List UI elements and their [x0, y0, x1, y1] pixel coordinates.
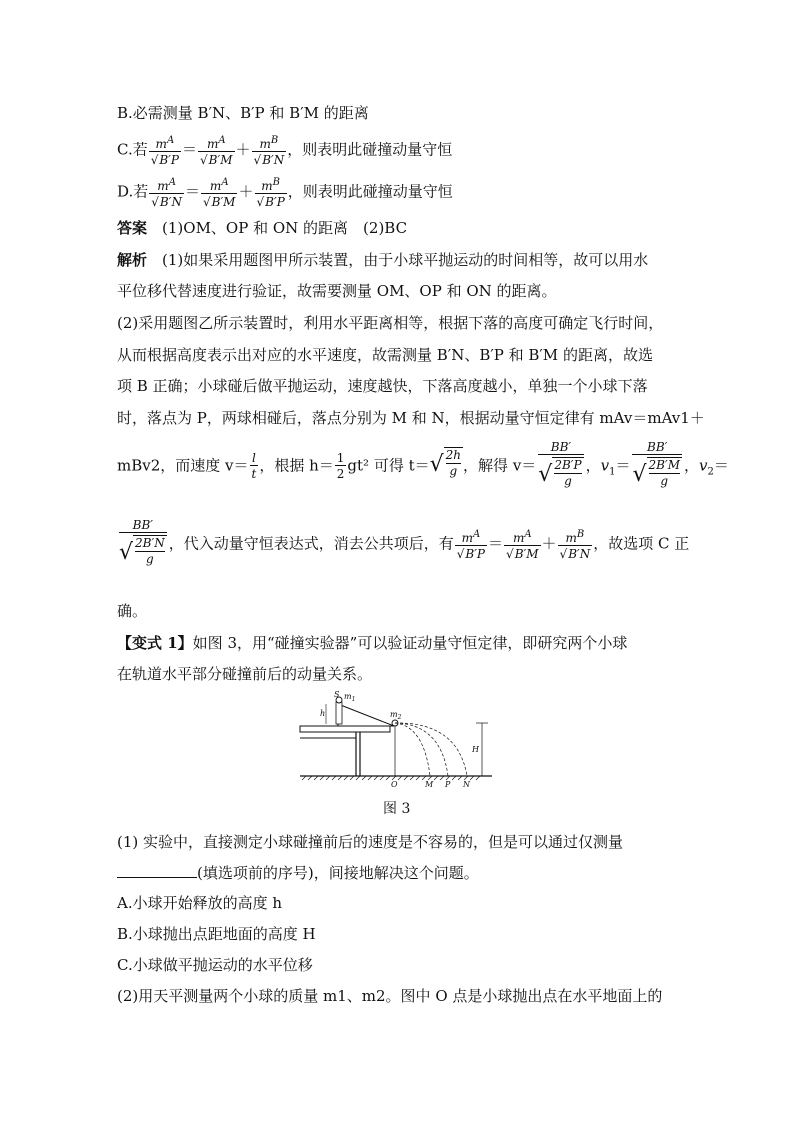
analysis-line-8: BB′ √ 2B′N g ，代入动量守恒表达式，消去公共项后，有 $m^A$ √ B′P ＝ $m^A$ √ B′M ＋ $m^B$ √ B′N ，故选项 C 正	[117, 518, 689, 571]
question-1-line-2	[117, 863, 479, 883]
analysis-line-4: 从而根据高度表示出对应的水平速度，故需测量 B′N、B′P 和 B′M 的距离，故选	[117, 346, 653, 364]
analysis-text: ，代入动量守恒表达式，消去公共项后，有	[168, 534, 454, 553]
fraction: BB′ √ 2B′M g	[632, 440, 682, 493]
fraction: $m^B$ √ B′P	[255, 176, 287, 209]
fraction: $m^A$ √ B′M	[198, 134, 235, 167]
option-c-2: C.小球做平抛运动的水平位移	[117, 956, 313, 974]
fraction: $m^A$ √ B′P	[455, 528, 487, 561]
option-a: A.小球开始释放的高度 h	[117, 894, 283, 912]
fraction: $m^B$ √ B′N	[558, 528, 593, 561]
variant-label: 【变式 1】	[117, 634, 193, 652]
option-b-2: B.小球抛出点距地面的高度 H	[117, 925, 316, 943]
trajectory-n	[395, 723, 467, 776]
variant-line-2: 在轨道水平部分碰撞前后的动量关系。	[117, 665, 373, 683]
analysis-text: gt² 可得 t＝	[347, 456, 430, 475]
label-H: H	[472, 745, 479, 754]
label-O: O	[391, 780, 398, 789]
option-b: B.必需测量 B′N、B′P 和 B′M 的距离	[117, 104, 369, 122]
label-m1: $m_1$	[344, 692, 356, 703]
fraction: $m^B$ √ B′N	[252, 134, 287, 167]
analysis-line-3: (2)采用题图乙所示装置时，利用水平距离相等，根据下落的高度可确定飞行时间，	[117, 314, 664, 332]
fraction: BB′ √ 2B′N g	[119, 518, 167, 571]
option-c-suffix: ，则表明此碰撞动量守恒	[287, 140, 453, 159]
fraction: BB′ √ 2B′P g	[538, 440, 583, 493]
label-h: h	[320, 709, 326, 718]
analysis-text: ，故选项 C 正	[593, 534, 690, 553]
analysis-text: (1)如果采用题图甲所示装置，由于小球平抛运动的时间相等，故可以用水	[162, 251, 649, 269]
option-d: D.若 $m^A$ √ B′N ＝ $m^A$ √ B′M ＋ $m^B$ √ B′P ，则表明此碰撞动量守恒	[117, 176, 453, 209]
fraction: $m^A$ √ B′P	[149, 134, 181, 167]
question-2-line-1: (2)用天平测量两个小球的质量 m1、m2。图中 O 点是小球抛出点在水平地面上的	[117, 987, 663, 1005]
analysis-text: ，根据 h＝	[259, 456, 334, 475]
answer-line	[117, 218, 407, 238]
label-N: N	[463, 780, 470, 789]
option-c: C.若 $m^A$ √ B′P ＝ $m^A$ √ B′M ＋ $m^B$ √ B′N ，则表明此碰撞动量守恒	[117, 134, 452, 167]
analysis-line-2: 平位移代替速度进行验证，故需要测量 OM、OP 和 ON 的距离。	[117, 282, 557, 300]
sqrt-expression: √ 2h g	[430, 447, 463, 483]
analysis-line-7: mBv2，而速度 v＝ $\frac{l}{t}$ ，根据 h＝ $\frac{1}{2}$ gt² 可得 t＝ √ 2h g ，解得 v＝ BB′ √ 2B′P g ，$v_1=$ BB′ √ 2B′M g ，$v_2=$	[117, 440, 729, 493]
variant-text: 如图 3，用“碰撞实验器”可以验证动量守恒定律，即研究两个小球	[192, 634, 628, 652]
answer-label: 答案	[117, 219, 148, 237]
label-M: M	[425, 780, 434, 789]
option-d-suffix: ，则表明此碰撞动量守恒	[287, 182, 453, 201]
release-stand	[336, 702, 342, 724]
analysis-label: 解析	[117, 251, 148, 269]
analysis-line-5: 项 B 正确；小球碰后做平抛运动，速度越快，下落高度越小，单独一个小球下落	[117, 377, 648, 395]
fraction: $m^A$ √ B′M	[201, 176, 238, 209]
trajectory-m	[395, 723, 430, 776]
variant-line-1	[117, 633, 627, 653]
fraction: $m^A$ √ B′M	[504, 528, 541, 561]
question-text: (填选项前的序号)，间接地解决这个问题。	[197, 864, 479, 882]
trajectory-p	[395, 723, 448, 776]
figure-caption: 图 3	[383, 801, 411, 817]
answer-text: (1)OM、OP 和 ON 的距离 (2)BC	[162, 219, 408, 237]
collision-apparatus-figure	[296, 690, 496, 790]
fraction: $\frac{1}{2}$	[336, 451, 345, 481]
label-m2: $m_2$	[390, 710, 402, 721]
fraction: $m^A$ √ B′N	[149, 176, 184, 209]
label-S: S	[334, 690, 340, 699]
option-c-prefix: C.若	[117, 140, 148, 159]
label-P: P	[445, 780, 451, 789]
ramp	[338, 704, 394, 726]
analysis-text: mBv2，而速度 v＝	[117, 456, 249, 475]
option-d-prefix: D.若	[117, 182, 149, 201]
table-top	[300, 726, 390, 732]
analysis-text: ，解得 v＝	[463, 456, 537, 475]
question-1-line-1: (1) 实验中，直接测定小球碰撞前后的速度是不容易的，但是可以通过仅测量	[117, 833, 624, 851]
answer-blank[interactable]	[117, 877, 197, 878]
fraction: $\frac{l}{t}$	[251, 451, 257, 481]
analysis-line-6: 时，落点为 P，两球相碰后，落点分别为 M 和 N，根据动量守恒定律有 mAv＝mAv1＋	[117, 409, 705, 427]
analysis-line-9: 确。	[117, 602, 148, 620]
analysis-line-1	[117, 250, 648, 270]
